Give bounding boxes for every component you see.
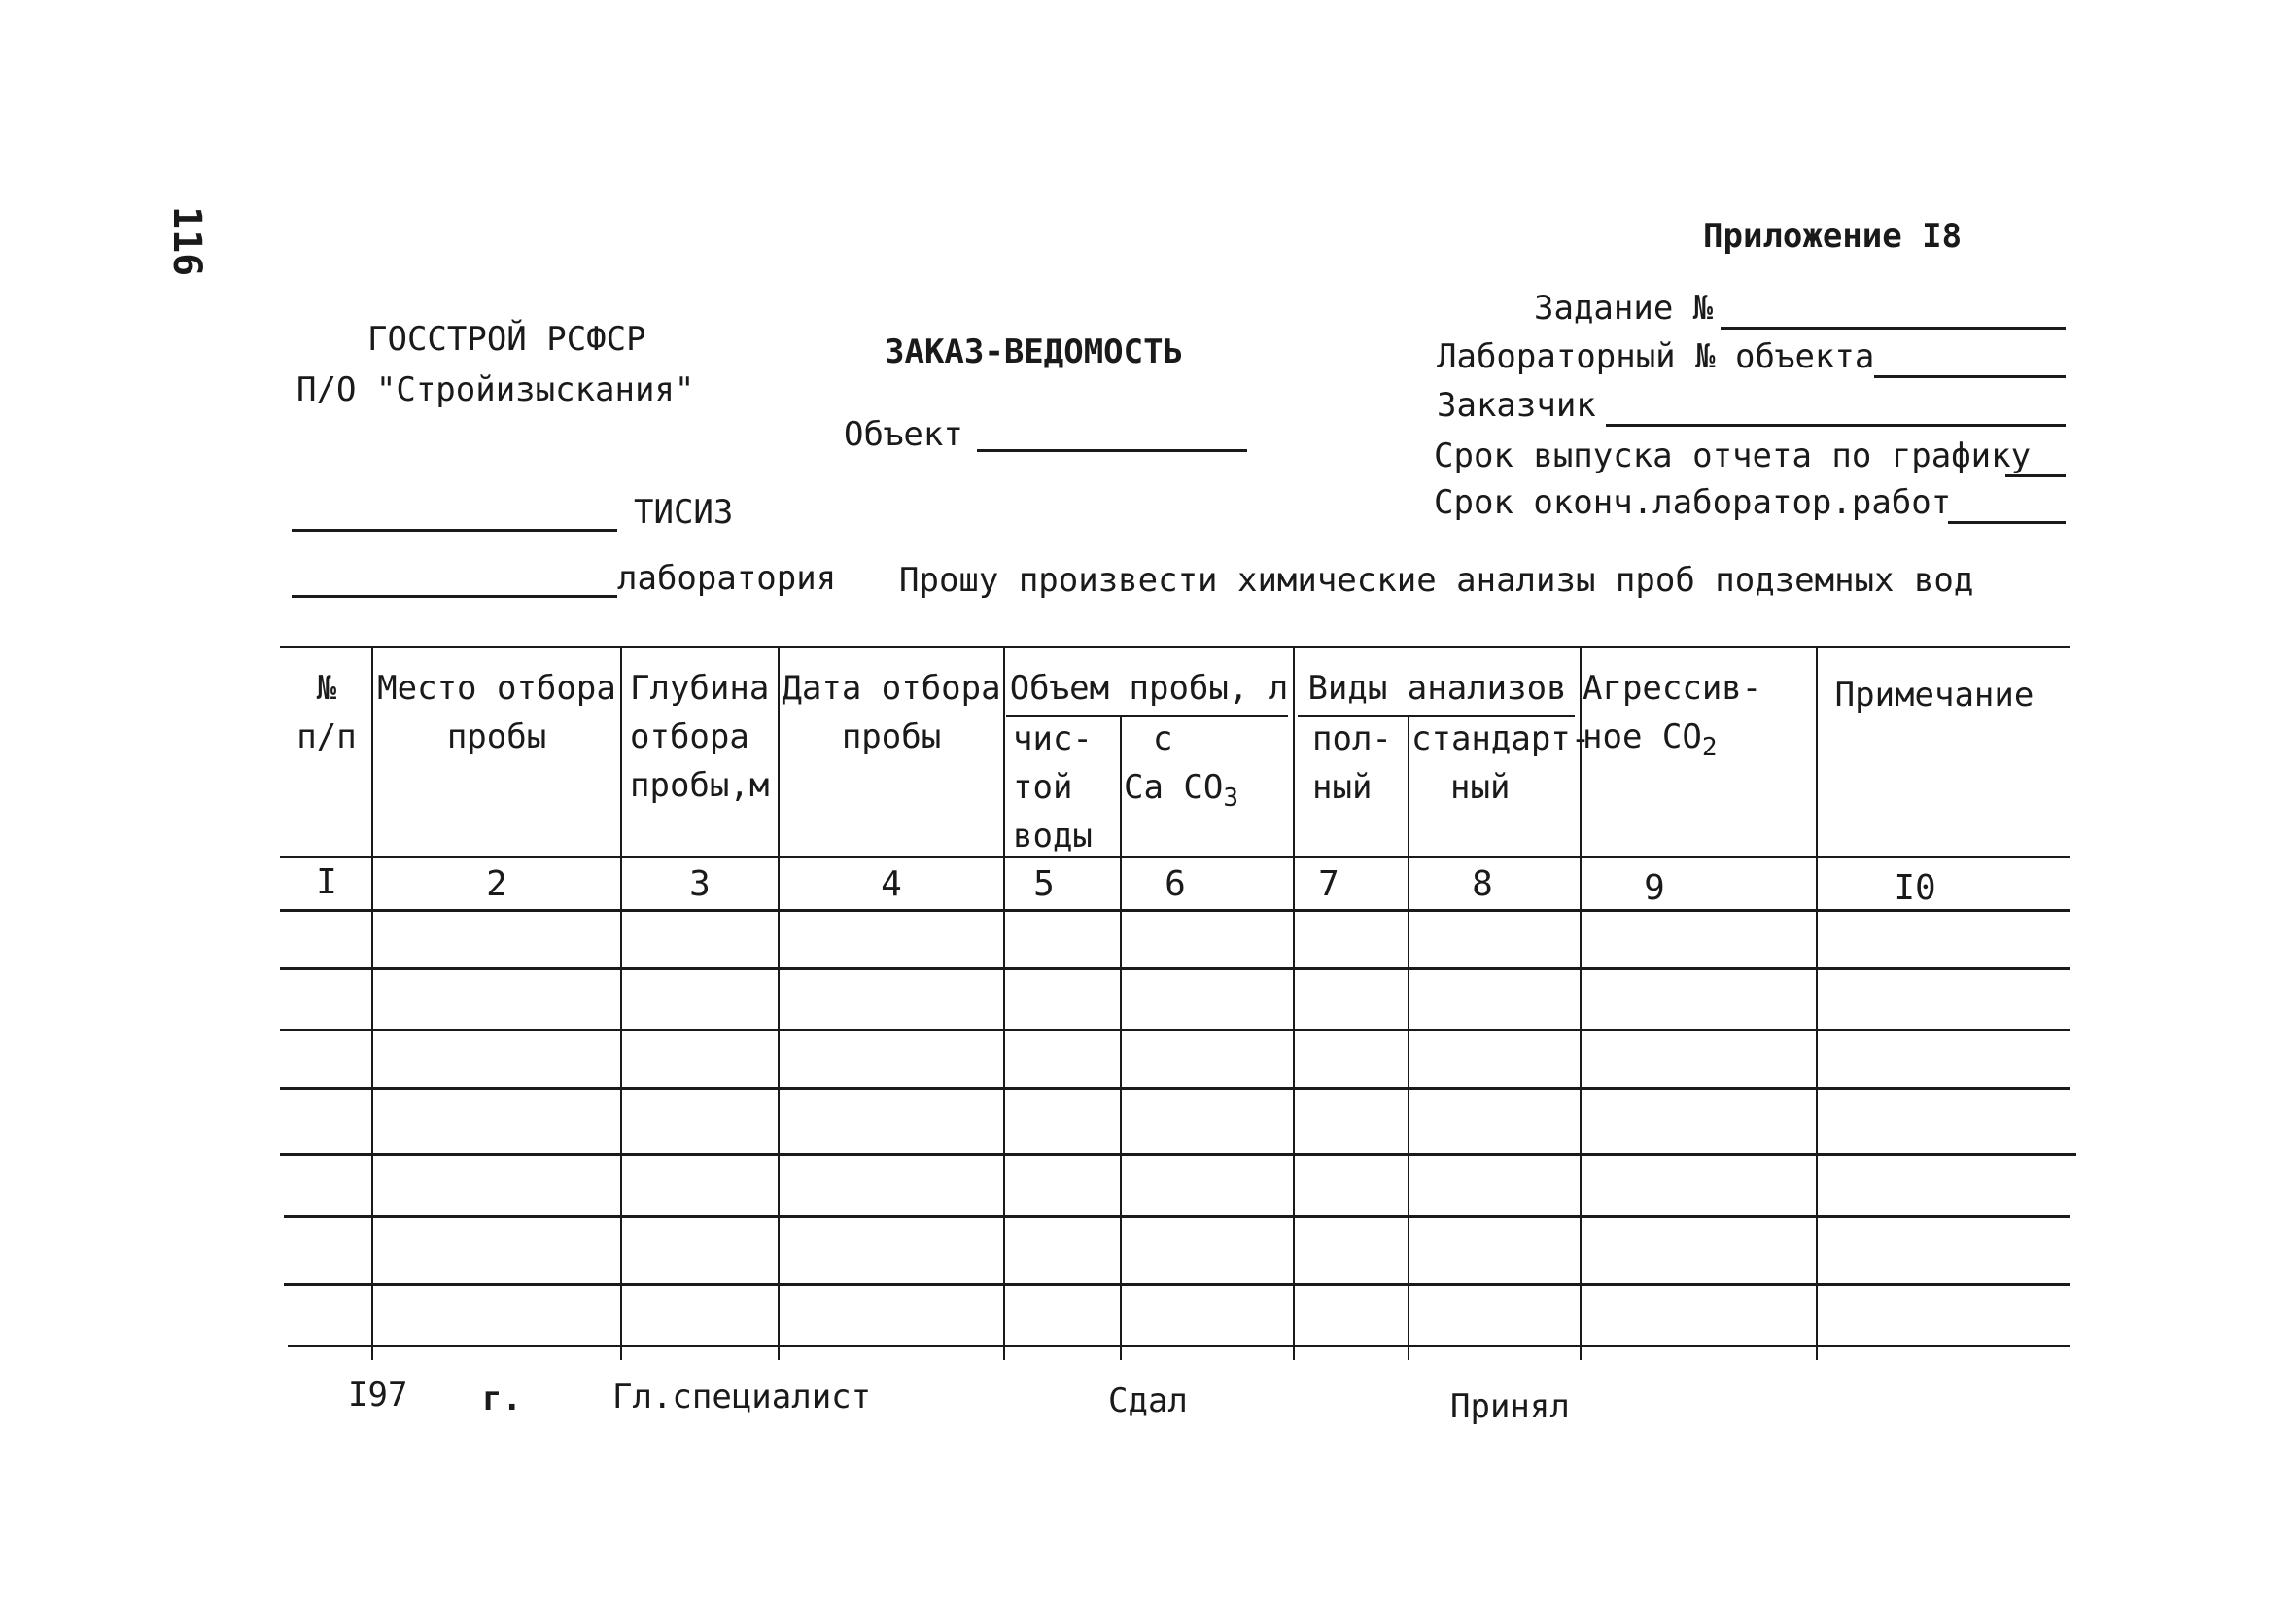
header-col-full-line: ный xyxy=(1312,768,1373,807)
laboratory-input-line[interactable] xyxy=(292,595,617,598)
table-bottom-border xyxy=(288,1345,2070,1347)
header-col-standard xyxy=(1411,715,1591,812)
header-col-number xyxy=(282,664,371,761)
tisiz-input-line[interactable] xyxy=(292,529,617,532)
header-col-notes: Примечание xyxy=(1834,676,2035,715)
lab-end-input-line[interactable] xyxy=(1948,521,2066,524)
header-col-place-line: пробы xyxy=(446,717,547,756)
col-number-10: I0 xyxy=(1894,868,1936,908)
header-col-full-line: пол- xyxy=(1312,719,1392,758)
table-row-line xyxy=(280,1153,2076,1156)
col-number-3: 3 xyxy=(689,864,711,904)
table-row-line xyxy=(280,967,2070,970)
col-divider xyxy=(620,646,622,1360)
header-col-caco3-line1: с xyxy=(1153,719,1173,758)
col-number-4: 4 xyxy=(881,864,902,904)
header-col-standard-line: ный xyxy=(1450,768,1511,807)
object-input-line[interactable] xyxy=(977,449,1247,452)
customer-input-line[interactable] xyxy=(1606,424,2066,427)
header-col-depth-line: пробы,м xyxy=(630,766,770,805)
header-col-date xyxy=(780,664,1003,761)
col-number-8: 8 xyxy=(1472,864,1493,904)
col-number-2: 2 xyxy=(486,864,507,904)
col-number-6: 6 xyxy=(1165,864,1186,904)
page-number: 116 xyxy=(164,206,209,277)
header-col-depth-line: отбора xyxy=(630,717,749,756)
header-col-aggressive-line1: Агрессив- xyxy=(1583,669,1762,708)
col-number-5: 5 xyxy=(1033,864,1055,904)
col-number-7: 7 xyxy=(1318,864,1339,904)
header-col-number-line: № xyxy=(316,669,337,708)
appendix-label: Приложение I8 xyxy=(1703,217,1963,256)
header-col-clean-water xyxy=(1013,715,1120,860)
footer-accepted: Принял xyxy=(1450,1387,1570,1426)
col-divider xyxy=(1003,646,1005,1360)
lab-end-label: Срок оконч.лаборатор.работ xyxy=(1434,483,1952,522)
header-col-place xyxy=(373,664,620,761)
customer-label: Заказчик xyxy=(1437,386,1596,425)
table-row-line xyxy=(284,1283,2070,1286)
header-col-aggressive-line2 xyxy=(1583,713,1816,772)
header-col-date-line: пробы xyxy=(841,717,942,756)
co2-subscript: 2 xyxy=(1701,733,1718,762)
task-label: Задание № xyxy=(1534,289,1714,328)
header-group-volume: Объем пробы, л xyxy=(1009,669,1289,708)
header-col-clean-water-line: чис- xyxy=(1013,719,1093,758)
header-col-number-line: п/п xyxy=(296,717,357,756)
header-col-caco3-line2 xyxy=(1124,763,1293,822)
object-label: Объект xyxy=(844,415,963,454)
col-number-1: I xyxy=(316,862,337,902)
header-col-clean-water-line: той xyxy=(1013,768,1073,807)
col-divider xyxy=(1816,646,1818,1360)
header-col-aggressive-co2 xyxy=(1583,664,1816,772)
laboratory-label: лаборатория xyxy=(617,559,837,598)
header-bottom-border xyxy=(280,856,2070,858)
number-row-bottom-border xyxy=(280,909,2070,912)
header-col-depth-line: Глубина xyxy=(630,669,770,708)
table-row-line xyxy=(280,1087,2070,1090)
document-title: ЗАКАЗ-ВЕДОМОСТЬ xyxy=(885,332,1184,371)
footer-handed-over: Сдал xyxy=(1108,1381,1188,1420)
header-col-date-line: Дата отбора xyxy=(782,669,1001,708)
co2-formula: ное CO xyxy=(1583,717,1702,756)
request-text: Прошу произвести химические анализы проб подземных вод xyxy=(899,561,1974,600)
col-number-9: 9 xyxy=(1644,868,1665,908)
header-col-clean-water-line: воды xyxy=(1013,817,1093,856)
lab-object-input-line[interactable] xyxy=(1874,375,2066,378)
org-line1: ГОССТРОЙ РСФСР xyxy=(367,320,646,359)
report-deadline-input-line[interactable] xyxy=(2005,474,2066,477)
table-row-line xyxy=(280,1029,2070,1031)
col-divider xyxy=(1408,715,1409,1360)
report-deadline-label: Срок выпуска отчета по графику xyxy=(1434,437,2032,475)
header-col-standard-line: стандарт- xyxy=(1411,719,1591,758)
footer-chief-specialist: Гл.специалист xyxy=(612,1378,872,1416)
org-line2: П/О "Стройизыскания" xyxy=(296,370,695,409)
table-row-line xyxy=(284,1215,2070,1218)
header-col-full xyxy=(1312,715,1408,812)
col-divider xyxy=(1293,646,1295,1360)
tisiz-label: ТИСИЗ xyxy=(634,493,734,532)
footer-year: I97 xyxy=(348,1376,408,1415)
col-divider xyxy=(1120,715,1122,1360)
table-top-border xyxy=(280,646,2070,648)
footer-year-suffix: г. xyxy=(482,1380,522,1418)
lab-object-label: Лабораторный № объекта xyxy=(1437,337,1875,376)
caco3-subscript: 3 xyxy=(1223,784,1239,813)
header-col-depth xyxy=(630,664,776,810)
header-col-place-line: Место отбора xyxy=(377,669,616,708)
caco3-formula: Ca CO xyxy=(1124,768,1224,807)
header-group-analyses: Виды анализов xyxy=(1307,669,1567,708)
header-col-caco3 xyxy=(1124,715,1293,822)
task-input-line[interactable] xyxy=(1721,327,2066,330)
